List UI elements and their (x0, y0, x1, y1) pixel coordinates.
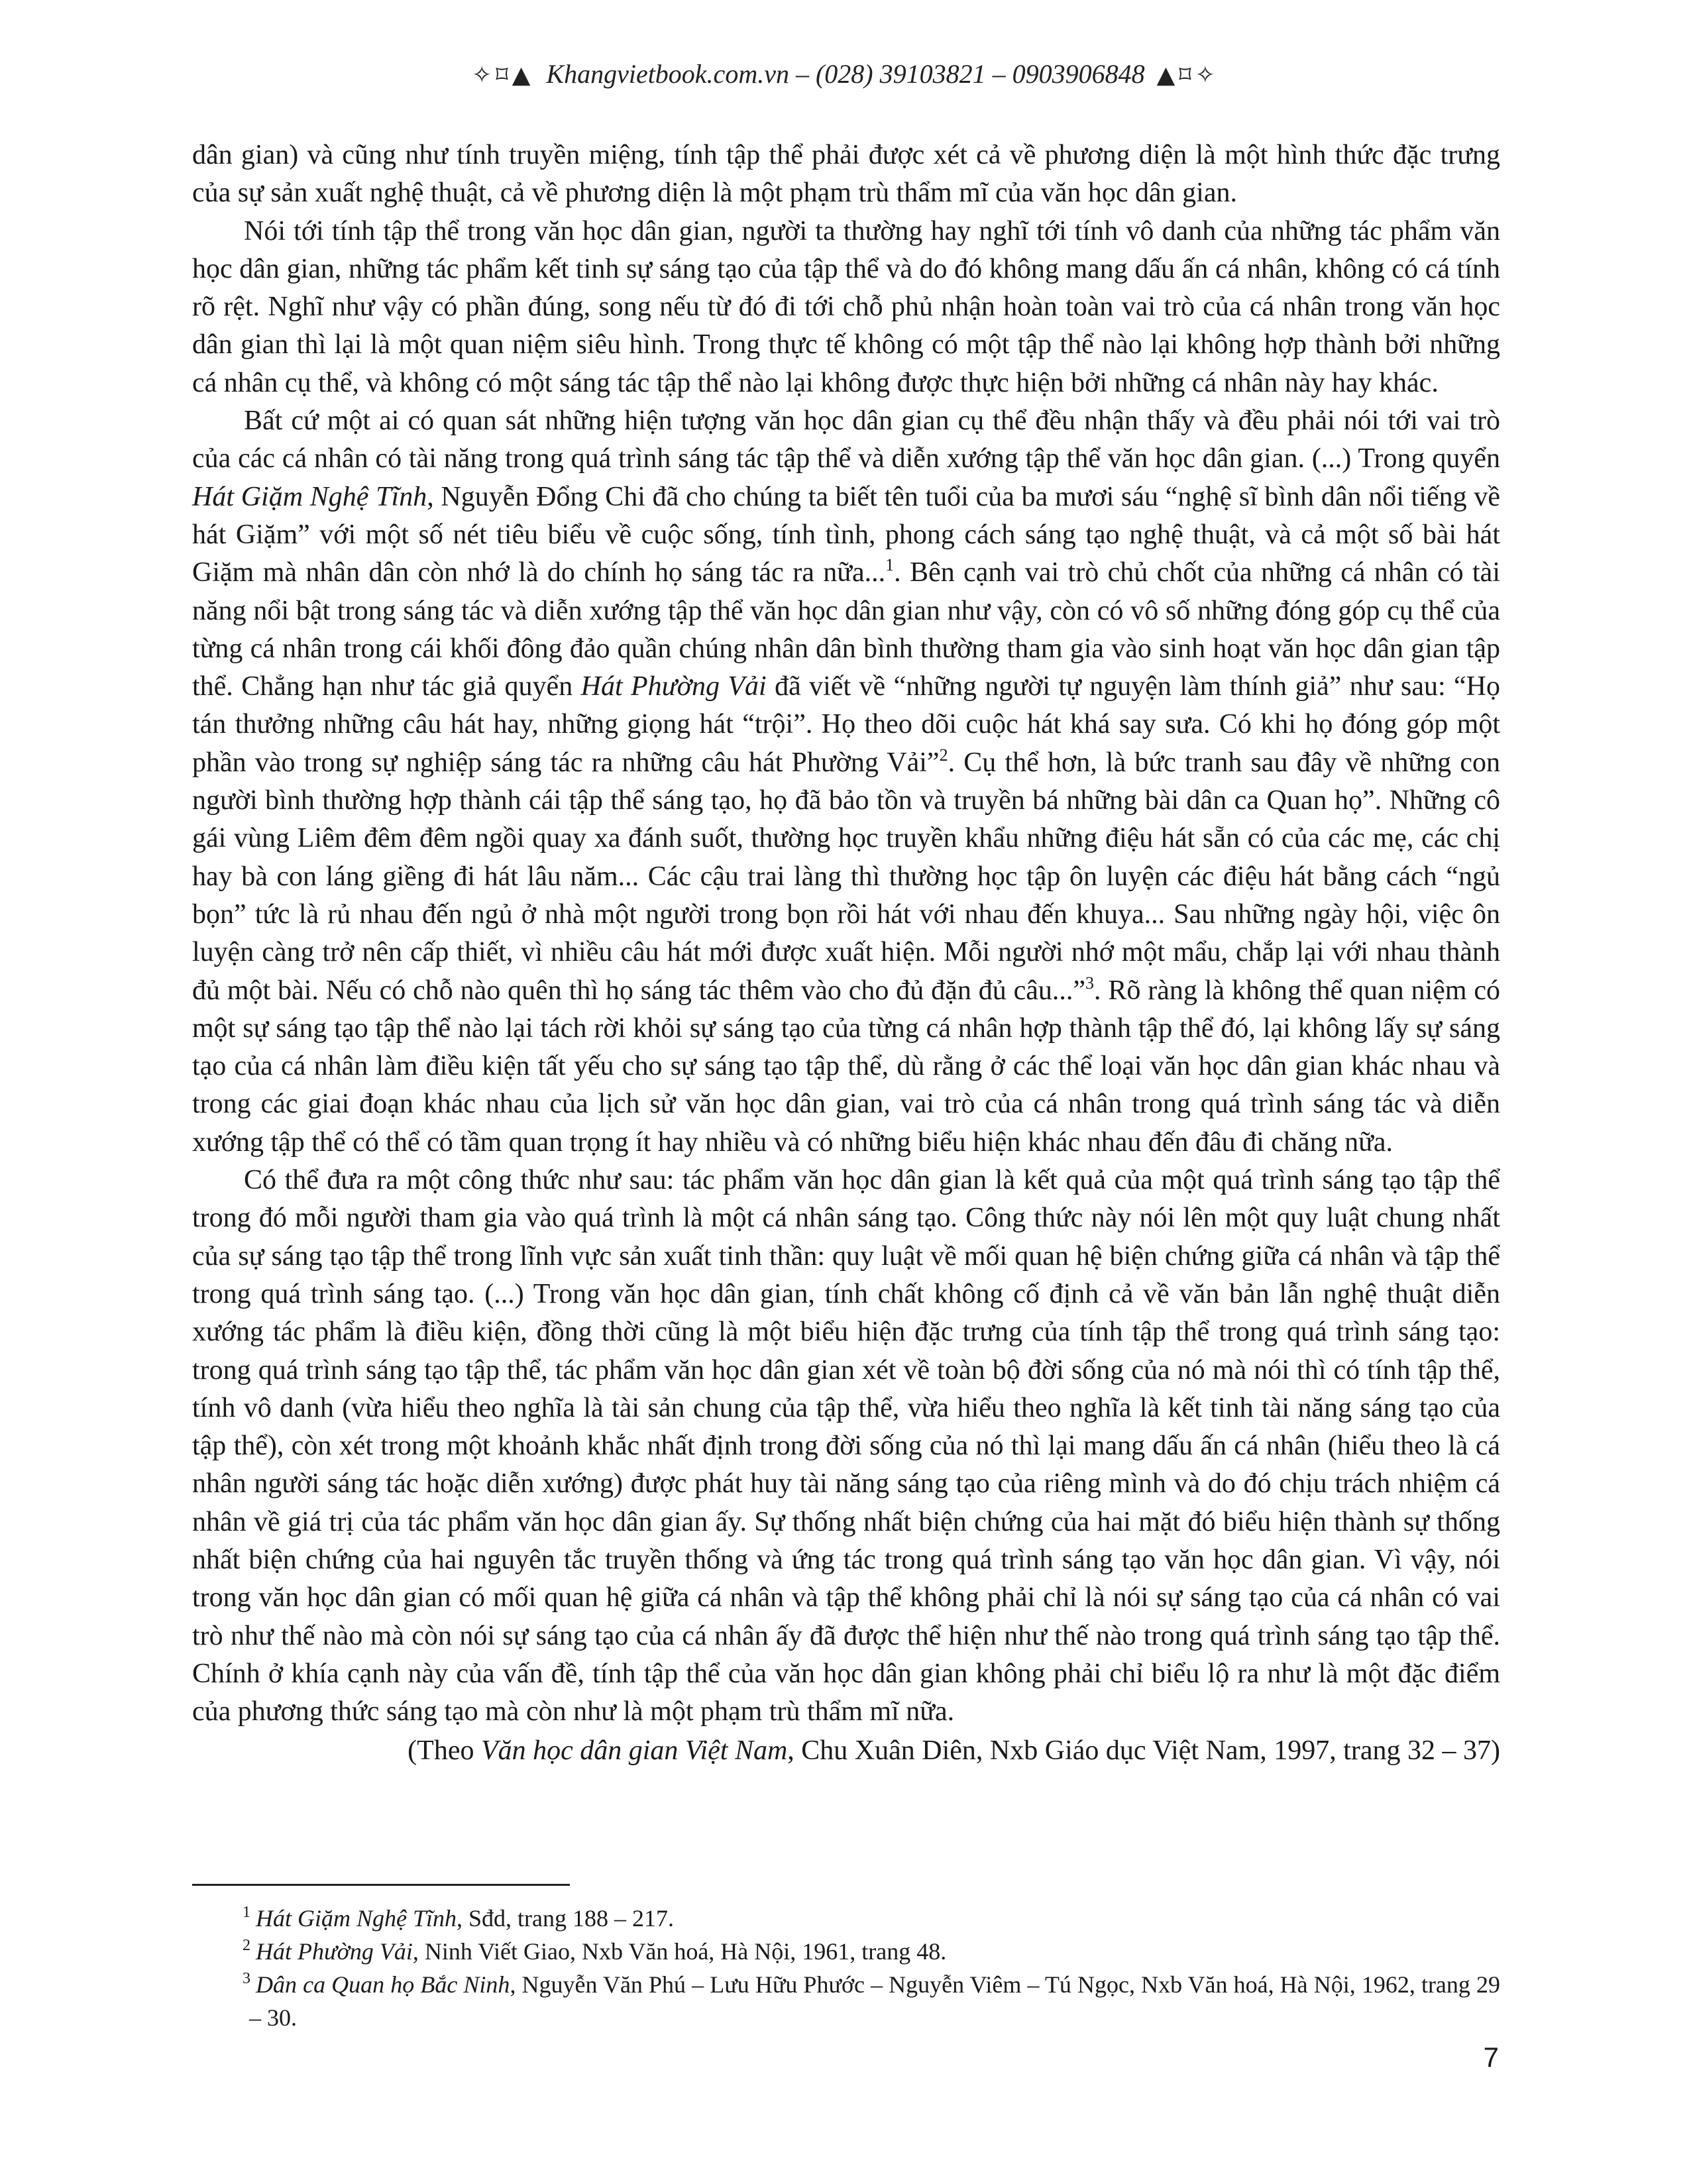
book-title-hat-phuong-vai: Hát Phường Vải (580, 671, 767, 702)
footnote-title: Hát Phường Vải (256, 1938, 413, 1965)
footnote-text: , Sđd, trang 188 – 217. (457, 1905, 675, 1932)
article-body (192, 136, 1500, 1771)
paragraph-3-text-c: . Bên cạnh vai trò chủ chốt của những cá nhân có tài năng nổi bật trong sáng tác và diễn xướng tập thể văn học dân gian như vậy, còn có vô số những đóng góp cụ thể của từng cá nhân trong cái khối đông đảo quần chúng nhân dân bình thường tham gia vào sinh hoạt văn học dân gian tập thể. Chẳng hạn như tác giả quyển (192, 557, 1500, 702)
footnote-divider (192, 1884, 570, 1886)
book-title-hat-giam: Hát Giặm Nghệ Tĩnh (192, 481, 427, 512)
paragraph-3-text-e: . Cụ thể hơn, là bức tranh sau đây về những con người bình thường hợp thành cái tập thể sáng tạo, họ đã bảo tồn và truyền bá những bài dân ca Quan họ”. Những cô gái vùng Liêm đêm đêm ngồi quay xa đánh suốt, thường học truyền khẩu những điệu hát sẵn có của các mẹ, các chị hay bà con láng giềng đi hát lâu năm... Các cậu trai làng thì thường học tập ôn luyện các điệu hát bằng cách “ngủ bọn” tức là rủ nhau đến ngủ ở nhà một người trong bọn rồi hát với nhau đến khuya... Sau những ngày hội, việc ôn luyện càng trở nên cấp thiết, vì nhiều câu hát mới được xuất hiện. Mỗi người nhớ một mẩu, chắp lại với nhau thành đủ một bài. Nếu có chỗ nào quên thì họ sáng tác thêm vào cho đủ đặn đủ câu...” (192, 747, 1500, 1006)
footnote-number: 2 (243, 1937, 250, 1954)
footnote-text: , Nguyễn Văn Phú – Lưu Hữu Phước – Nguyễn Viêm – Tú Ngọc, Nxb Văn hoá, Hà Nội, 1962, trang 29 – 30. (249, 1971, 1500, 2031)
header-ornament-right-icon: ▲⌑✧ (1156, 62, 1219, 89)
footnote-number: 3 (243, 1970, 250, 1987)
page-header (0, 56, 1691, 94)
footnote-title: Hát Giặm Nghệ Tĩnh (256, 1905, 457, 1932)
footnote-text: , Ninh Viết Giao, Nxb Văn hoá, Hà Nội, 1961, trang 48. (412, 1938, 947, 1965)
footnote-3 (192, 1968, 1500, 2034)
source-citation-b: , Chu Xuân Diên, Nxb Giáo dục Việt Nam, 1997, trang 32 – 37) (787, 1735, 1500, 1767)
footnotes (192, 1902, 1500, 2034)
paragraph-3 (192, 402, 1500, 1162)
footnote-1 (192, 1902, 1500, 1935)
footnote-ref-3[interactable]: 3 (1085, 973, 1094, 993)
footnote-2 (192, 1935, 1500, 1968)
paragraph-3-text-a: Bất cứ một ai có quan sát những hiện tượng văn học dân gian cụ thể đều nhận thấy và đều phải nói tới vai trò của các cá nhân có tài năng trong quá trình sáng tác tập thể và diễn xướng tập thể văn học dân gian. (...) Trong quyển (192, 406, 1500, 474)
footnote-ref-2[interactable]: 2 (939, 745, 948, 765)
page-number: 7 (1483, 2042, 1499, 2073)
source-citation-a: (Theo (408, 1735, 481, 1767)
paragraph-3-text-d: đã viết về “những người tự nguyện làm thính giả” như sau: “Họ tán thưởng những câu hát hay, những giọng hát “trội”. Họ theo dõi cuộc hát khá say sưa. Có khi họ đóng góp một phần vào trong sự nghiệp sáng tác ra những câu hát Phường Vải” (192, 671, 1500, 778)
footnote-title: Dân ca Quan họ Bắc Ninh (256, 1971, 510, 1998)
header-text: Khangvietbook.com.vn – (028) 39103821 – 0903906848 (546, 59, 1145, 89)
paragraph-3-text-f: . Rõ ràng là không thể quan niệm có một sự sáng tạo tập thể nào lại tách rời khỏi sự sáng tạo của từng cá nhân hợp thành tập thể đó, lại không lấy sự sáng tạo của cá nhân làm điều kiện tất yếu cho sự sáng tạo tập thể, dù rằng ở các thể loại văn học dân gian khác nhau và trong các giai đoạn khác nhau của lịch sử văn học dân gian, vai trò của cá nhân trong quá trình sáng tác và diễn xướng tập thể có thể có tầm quan trọng ít hay nhiều và có những biểu hiện khác nhau đến đâu đi chăng nữa. (192, 975, 1501, 1158)
source-book-title: Văn học dân gian Việt Nam (480, 1735, 788, 1767)
header-ornament-left-icon: ✧⌑▲ (472, 62, 535, 89)
paragraph-1: dân gian) và cũng như tính truyền miệng, tính tập thể phải được xét cả về phương diện là một hình thức đặc trưng của sự sản xuất nghệ thuật, cả về phương diện là một phạm trù thẩm mĩ của văn học dân gian. (192, 140, 1500, 209)
source-citation (192, 1732, 1500, 1770)
paragraph-4: Có thể đưa ra một công thức như sau: tác phẩm văn học dân gian là kết quả của một quá trình sáng tạo tập thể trong đó mỗi người tham gia vào quá trình là một cá nhân sáng tạo. Công thức này nói lên một quy luật chung nhất của sự sáng tạo tập thể trong lĩnh vực sản xuất tinh thần: quy luật về mối quan hệ biện chứng giữa cá nhân và tập thể trong quá trình sáng tạo. (...) Trong văn học dân gian, tính chất không cố định cả về văn bản lẫn nghệ thuật diễn xướng tác phẩm là điều kiện, đồng thời cũng là một biểu hiện đặc trưng của tính tập thể trong quá trình sáng tạo: trong quá trình sáng tạo tập thể, tác phẩm văn học dân gian xét về toàn bộ đời sống của nó mà nói thì có tính tập thể, tính vô danh (vừa hiểu theo nghĩa là tài sản chung của tập thể, vừa hiểu theo nghĩa là kết tinh tài năng sáng tạo của tập thể), còn xét trong một khoảnh khắc nhất định trong đời sống của nó thì lại mang dấu ấn cá nhân (hiểu theo là cá nhân người sáng tác hoặc diễn xướng) được phát huy tài năng sáng tạo của riêng mình và do đó chịu trách nhiệm cá nhân về giá trị của tác phẩm văn học dân gian ấy. Sự thống nhất biện chứng của hai mặt đó biểu hiện thành sự thống nhất biện chứng của hai nguyên tắc truyền thống và ứng tác trong quá trình sáng tạo văn học dân gian. Vì vậy, nói trong văn học dân gian có mối quan hệ giữa cá nhân và tập thể không phải chỉ là nói sự sáng tạo của cá nhân có vai trò như thế nào mà còn nói sự sáng tạo của cá nhân ấy đã được thể hiện như thế nào trong quá trình sáng tạo tập thể. Chính ở khía cạnh này của vấn đề, tính tập thể của văn học dân gian không phải chỉ biểu lộ ra như là một đặc điểm của phương thức sáng tạo mà còn như là một phạm trù thẩm mĩ nữa. (192, 1165, 1500, 1727)
footnote-ref-1[interactable]: 1 (885, 555, 895, 575)
footnote-number: 1 (243, 1904, 250, 1921)
paragraph-2: Nói tới tính tập thể trong văn học dân gian, người ta thường hay nghĩ tới tính vô danh của những tác phẩm văn học dân gian, những tác phẩm kết tinh sự sáng tạo của tập thể và do đó không mang dấu ấn cá nhân, không có cá tính rõ rệt. Nghĩ như vậy có phần đúng, song nếu từ đó đi tới chỗ phủ nhận hoàn toàn vai trò của cá nhân trong văn học dân gian thì lại là một quan niệm siêu hình. Trong thực tế không có một tập thể nào lại không hợp thành bởi những cá nhân cụ thể, và không có một sáng tác tập thể nào lại không được thực hiện bởi những cá nhân này hay khác. (192, 215, 1500, 398)
paragraph-3-text-b: , Nguyễn Đổng Chi đã cho chúng ta biết tên tuổi của ba mươi sáu “nghệ sĩ bình dân nổi tiếng về hát Giặm” với một số nét tiêu biểu về cuộc sống, tính tình, phong cách sáng tạo nghệ thuật, và cả một số bài hát Giặm mà nhân dân còn nhớ là do chính họ sáng tác ra nữa... (192, 481, 1500, 588)
